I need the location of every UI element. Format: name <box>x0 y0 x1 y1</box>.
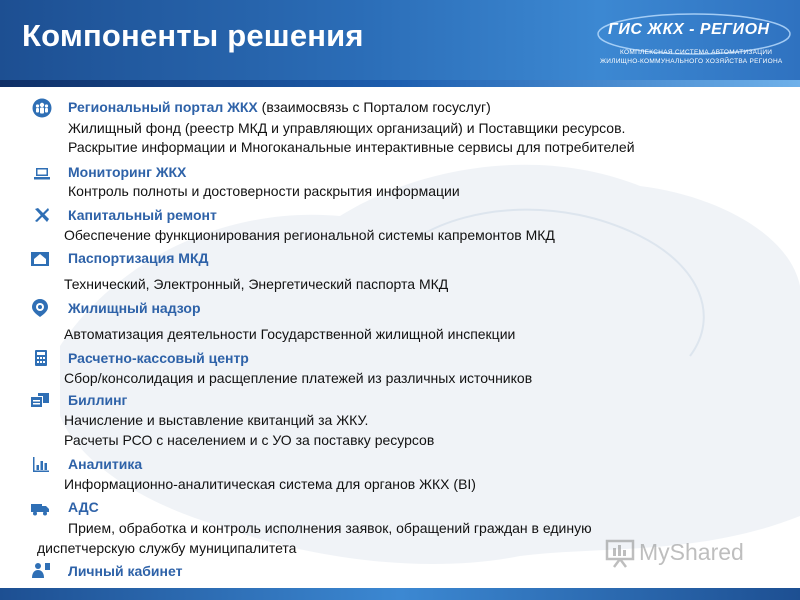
item-line: Контроль полноты и достоверности раскрытия информации <box>68 183 460 199</box>
user-account-icon <box>31 560 51 580</box>
gis-logo <box>594 10 794 76</box>
logo-title: ГИС ЖКХ - РЕГИОН <box>608 21 770 38</box>
item-title-housing-supervision: Жилищный надзор <box>68 300 201 316</box>
item-line: Обеспечение функционирования региональной системы капремонтов МКД <box>64 227 555 243</box>
item-title-billing: Биллинг <box>68 392 128 408</box>
location-pin-icon <box>30 298 50 318</box>
item-line: Информационно-аналитическая система для органов ЖКХ (BI) <box>64 476 476 492</box>
logo-swoosh-icon <box>594 10 794 76</box>
item-line: Расчеты РСО с населением и с УО за поставку ресурсов <box>64 432 435 448</box>
footer-bar <box>0 588 800 600</box>
item-line: Прием, обработка и контроль исполнения заявок, обращений граждан в единую <box>68 520 592 536</box>
people-icon <box>32 98 52 118</box>
myshared-watermark <box>605 535 765 571</box>
item-title-analytics: Аналитика <box>68 456 143 472</box>
watermark-text: MyShared <box>639 539 744 565</box>
tools-icon <box>32 205 52 225</box>
item-line: Сбор/консолидация и расщепление платежей из различных источников <box>64 370 533 386</box>
truck-icon <box>30 498 50 518</box>
logo-subtitle-line1: КОМПЛЕКСНАЯ СИСТЕМА АВТОМАТИЗАЦИИ <box>620 49 773 56</box>
laptop-icon <box>32 164 52 184</box>
logo-subtitle <box>600 48 790 66</box>
item-line: Начисление и выставление квитанций за ЖКУ. <box>64 412 369 428</box>
item-line: Автоматизация деятельности Государственной жилищной инспекции <box>64 326 516 342</box>
item-title-payment-center: Расчетно-кассовый центр <box>68 350 249 366</box>
item-line: Жилищный фонд (реестр МКД и управляющих организаций) и Поставщики ресурсов. <box>68 120 626 136</box>
item-line: Технический, Электронный, Энергетический паспорта МКД <box>64 276 449 292</box>
header-stripe <box>0 80 800 87</box>
item-title-suffix: (взаимосвязь с Порталом госуслуг) <box>257 99 491 115</box>
item-line: диспетчерскую службу муниципалитета <box>37 540 297 556</box>
item-title-ads: АДС <box>68 499 99 515</box>
page-title: Компоненты решения <box>22 18 364 53</box>
calculator-icon <box>31 348 51 368</box>
item-title-capital-repair: Капитальный ремонт <box>68 207 217 223</box>
header-bar <box>0 0 800 84</box>
item-line: Раскрытие информации и Многоканальные интерактивные сервисы для потребителей <box>68 139 635 155</box>
billing-icon <box>30 390 50 410</box>
item-title-passports: Паспортизация МКД <box>68 250 209 266</box>
logo-subtitle-line2: ЖИЛИЩНО-КОММУНАЛЬНОГО ХОЗЯЙСТВА РЕГИОНА <box>600 58 783 65</box>
item-title-personal-account: Личный кабинет <box>68 563 183 579</box>
presentation-board-icon <box>605 538 635 568</box>
item-title-monitoring: Мониторинг ЖКХ <box>68 164 187 180</box>
house-icon <box>30 249 50 269</box>
bar-chart-icon <box>31 454 51 474</box>
item-title-regional-portal: Региональный портал ЖКХ (взаимосвязь с Порталом госуслуг) <box>68 99 491 115</box>
